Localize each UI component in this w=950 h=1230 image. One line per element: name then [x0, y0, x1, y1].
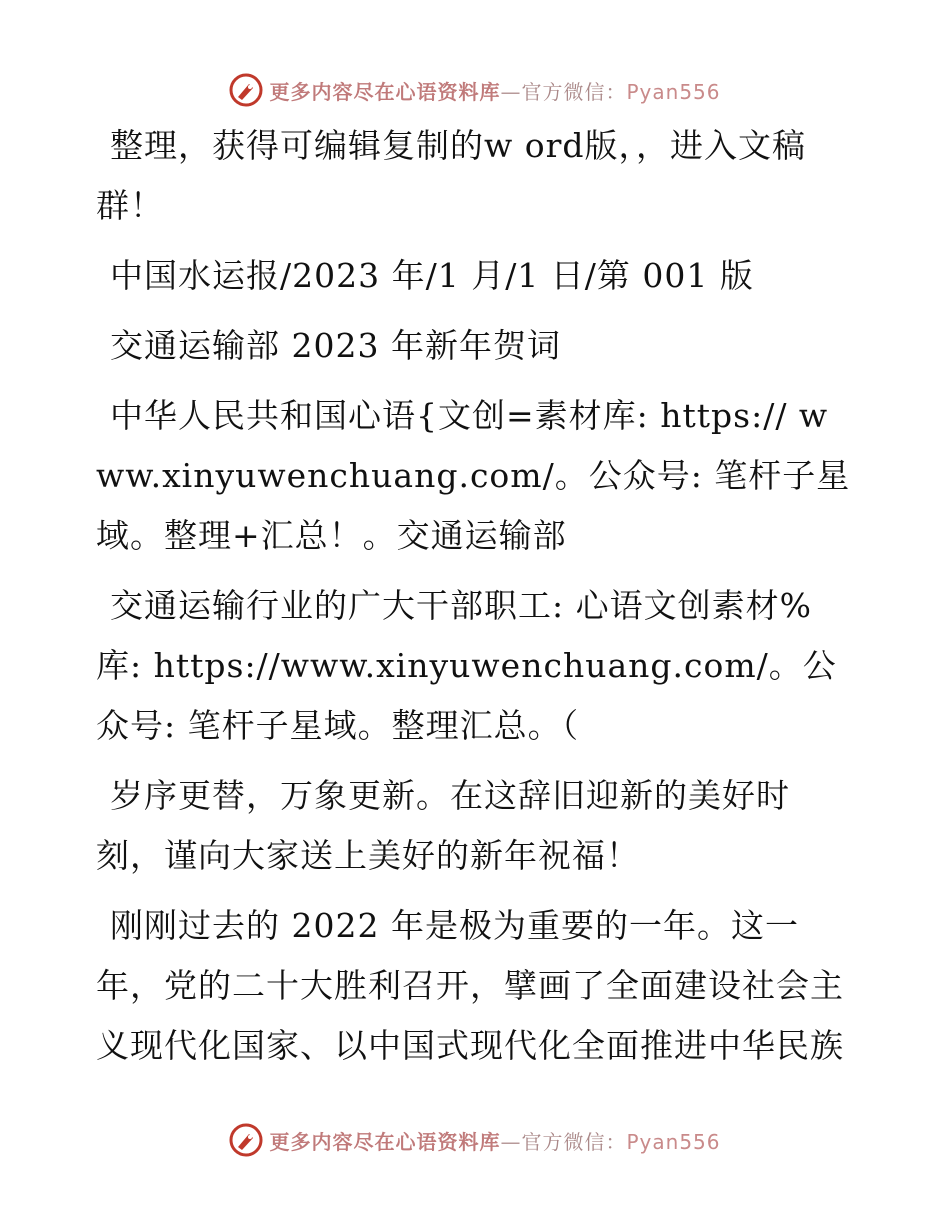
wechat-label: 官方微信：: [521, 1129, 627, 1154]
paragraph-source: 中国水运报/2023 年/1 月/1 日/第 001 版: [110, 256, 754, 295]
wechat-id: Pyan556: [626, 1129, 721, 1154]
banner-title: 更多内容尽在心语资料库: [269, 79, 501, 104]
banner-separator: —: [500, 79, 522, 104]
paragraph-greeting: 岁序更替，万象更新。在这辞旧迎新的美好时刻，谨向大家送上美好的新年祝福！: [96, 776, 790, 875]
banner-text: [269, 76, 720, 105]
paragraph-title: 交通运输部 2023 年新年贺词: [110, 326, 561, 365]
paragraph-review: 刚刚过去的 2022 年是极为重要的一年。这一年，党的二十大胜利召开，擘画了全面建设社会主义现代化国家、以中国式现代化全面推进中华民族: [96, 906, 844, 1065]
banner-title: 更多内容尽在心语资料库: [269, 1129, 501, 1154]
paragraph-salutation: 交通运输行业的广大干部职工: 心语文创素材% 库: https://www.xinyuwenchuang.com/。公众号: 笔杆子星域。整理汇总。（: [96, 586, 837, 745]
banner-text: [269, 1126, 720, 1155]
paragraph-intro: 整理，获得可编辑复制的w ord版，，进入文稿群！: [96, 126, 807, 225]
document-body: [96, 116, 856, 1076]
header-banner: [0, 68, 950, 112]
pen-nib-icon: [229, 1123, 263, 1157]
pen-nib-icon: [229, 73, 263, 107]
wechat-label: 官方微信：: [521, 79, 627, 104]
wechat-id: Pyan556: [626, 79, 721, 104]
banner-separator: —: [500, 1129, 522, 1154]
footer-banner: [0, 1118, 950, 1162]
paragraph-issuer: 中华人民共和国心语{文创=素材库: https:// www.xinyuwenchuang.com/。公众号: 笔杆子星域。整理+汇总！。交通运输部: [96, 396, 851, 555]
